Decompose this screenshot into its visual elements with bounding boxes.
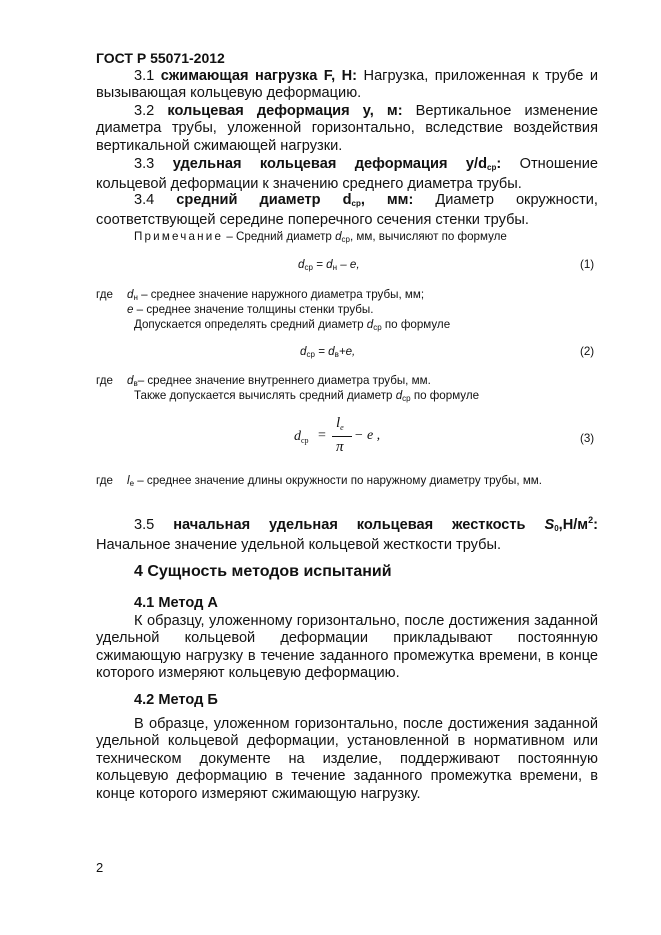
clause-3-1 <box>96 68 598 103</box>
subscript: ср <box>487 163 497 172</box>
where-label-3: где <box>96 474 113 487</box>
eq-part: – e, <box>337 258 360 271</box>
var-d: d <box>298 258 305 271</box>
equation-number-1: (1) <box>580 258 595 271</box>
clause-3-3 <box>96 156 598 194</box>
clause-term: начальная удельная кольцевая жесткость <box>173 516 545 533</box>
clause-3-5 <box>96 512 598 555</box>
clause-number: 3.1 <box>134 68 155 84</box>
allow-formula-1 <box>134 318 450 335</box>
var-d: d <box>395 389 403 402</box>
clause-term: кольцевая деформация у, м: <box>167 103 403 119</box>
var-l: l <box>336 415 341 431</box>
where-label-1: где <box>96 288 113 301</box>
note-text: , мм, вычисляют по формуле <box>349 230 507 243</box>
note-text: – Средний диаметр <box>223 230 336 243</box>
var-d: d <box>335 230 342 243</box>
note-label: Примечание <box>134 230 224 243</box>
eq3-numerator <box>336 415 344 432</box>
eq3-lhs <box>294 429 309 445</box>
subscript: 0 <box>554 523 559 533</box>
standard-header: ГОСТ Р 55071-2012 <box>96 50 225 66</box>
section-4-2-heading: 4.2 Метод Б <box>134 692 218 708</box>
var-d: d <box>294 429 301 444</box>
clause-number: 3.2 <box>134 103 155 119</box>
where-e <box>127 303 373 317</box>
subscript: ср <box>402 394 411 403</box>
var-d: d <box>300 345 307 358</box>
def-text: – среднее значение внутреннего диаметра трубы, мм. <box>137 374 431 387</box>
section-4-2-text: В образце, уложенном горизонтально, после достижения заданной удельной кольцевой деформации, установленной в нормативном или техническом документе на изделие, поддерживают постоянную кольцевую деформацию в течение заданного промежутка времени, в конце которого измеряют сжимающую нагрузку. <box>96 716 598 802</box>
clause-text: Диаметр окружности, соответствующей середине поперечного сечения стенки трубы. <box>96 192 598 229</box>
unit: ,Н/м <box>558 516 589 533</box>
subscript: ср <box>301 436 309 445</box>
var-l: l <box>127 474 130 487</box>
subscript: ср <box>304 263 313 272</box>
text: по формуле <box>381 318 451 331</box>
clause-text: Нагрузка, приложенная к трубе и вызывающая кольцевую деформацию. <box>96 68 598 102</box>
var-e: e <box>127 303 134 316</box>
clause-term: удельная кольцевая деформация y/d <box>172 156 487 172</box>
colon: : <box>496 156 502 172</box>
subscript: ср <box>341 235 350 244</box>
subscript: н <box>133 293 138 302</box>
equation-3 <box>292 415 402 459</box>
var-s: S <box>544 516 555 533</box>
clause-term: сжимающая нагрузка F, Н: <box>160 68 358 84</box>
superscript: 2 <box>588 515 594 525</box>
clause-term: средний диаметр d <box>176 192 352 208</box>
clause-number: 3.3 <box>134 156 155 172</box>
subscript: e <box>129 479 135 488</box>
unit: , мм: <box>360 192 414 208</box>
eq-part: = d <box>312 258 333 271</box>
equation-number-3: (3) <box>580 432 595 445</box>
eq-part: = d <box>314 345 335 358</box>
text: по формуле <box>410 389 480 402</box>
clause-3-2 <box>96 103 598 155</box>
allow-formula-2 <box>134 389 479 406</box>
text: Допускается определять средний диаметр <box>134 318 367 331</box>
var-d: d <box>127 288 134 301</box>
def-text: – среднее значение длины окружности по наружному диаметру трубы, мм. <box>134 474 542 487</box>
equation-2 <box>300 345 355 359</box>
clause-3-4 <box>96 192 598 230</box>
def-text: – среднее значение толщины стенки трубы. <box>133 303 374 316</box>
where-label-2: где <box>96 374 113 387</box>
var-d: d <box>127 374 134 387</box>
clause-text: Начальное значение удельной кольцевой жесткости трубы. <box>96 537 502 554</box>
clause-text: Вертикальное изменение диаметра трубы, уложенной горизонтально, вследствие воздействия вертикальной сжимающей нагрузки. <box>96 103 598 154</box>
eq-part: +e, <box>338 345 356 358</box>
subscript: e <box>340 423 344 432</box>
where-le <box>127 474 598 491</box>
eq3-tail: − e , <box>354 428 381 443</box>
subscript: н <box>332 263 337 272</box>
clause-text: Отношение кольцевой деформации к значению среднего диаметра трубы. <box>96 156 598 193</box>
colon: : <box>593 516 598 533</box>
subscript: в <box>334 350 339 359</box>
subscript: ср <box>373 323 382 332</box>
eq3-denominator: π <box>336 439 344 455</box>
equation-number-2: (2) <box>580 345 595 358</box>
clause-number: 3.5 <box>134 516 155 533</box>
page-number: 2 <box>96 860 104 875</box>
equation-1 <box>298 258 360 272</box>
fraction-bar <box>332 436 352 437</box>
def-text: – среднее значение наружного диаметра трубы, мм; <box>137 288 425 301</box>
eq3-equals: = <box>318 428 326 443</box>
clause-number: 3.4 <box>134 192 155 208</box>
section-4-1-heading: 4.1 Метод А <box>134 595 218 611</box>
subscript: в <box>133 379 138 388</box>
section-4-1-text: К образцу, уложенному горизонтально, после достижения заданной удельной кольцевой деформации прикладывают постоянную сжимающую нагрузку в течение заданного промежутка времени, в конце которого измеряют кольцевую деформацию. <box>96 613 598 682</box>
subscript: ср <box>351 199 361 208</box>
note <box>134 230 507 247</box>
section-4-heading: 4 Сущность методов испытаний <box>134 563 392 580</box>
subscript: ср <box>306 350 315 359</box>
text: Также допускается вычислять средний диаметр <box>134 389 396 402</box>
var-d: d <box>366 318 374 331</box>
